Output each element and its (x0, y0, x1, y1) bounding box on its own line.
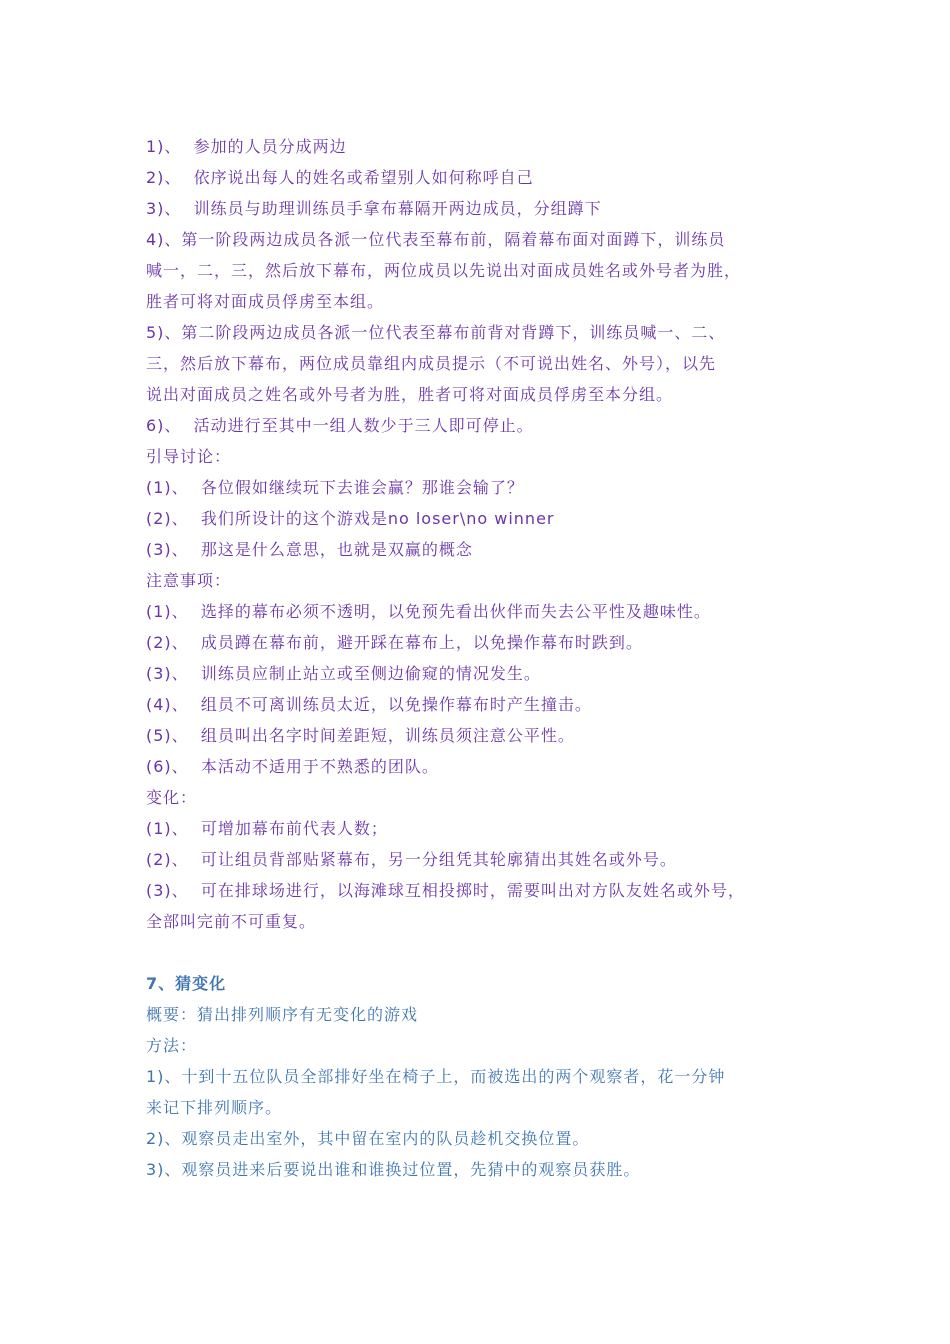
step-line: 喊一，二，三，然后放下幕布，两位成员以先说出对面成员姓名或外号者为胜， (146, 261, 742, 280)
step-line: 胜者可将对面成员俘虏至本组。 (146, 292, 385, 311)
variation-item: (3)、 可在排球场进行，以海滩球互相投掷时，需要叫出对方队友姓名或外号， (146, 881, 745, 900)
note-item: (5)、 组员叫出名字时间差距短，训练员须注意公平性。 (146, 726, 575, 745)
method-step: 来记下排列顺序。 (146, 1098, 283, 1117)
step-line: 3)、 训练员与助理训练员手拿布幕隔开两边成员，分组蹲下 (146, 199, 602, 218)
step-line: 4)、第一阶段两边成员各派一位代表至幕布前，隔着幕布面对面蹲下，训练员 (146, 230, 726, 249)
section-heading: 7、猜变化 (146, 974, 227, 993)
section-screen-name-game (146, 131, 814, 937)
note-item: (2)、 成员蹲在幕布前，避开踩在幕布上，以免操作幕布时跌到。 (146, 633, 643, 652)
discussion-title: 引导讨论： (146, 447, 232, 466)
variations-title: 变化： (146, 788, 198, 807)
variation-item: 全部叫完前不可重复。 (146, 912, 317, 931)
step-line: 6)、 活动进行至其中一组人数少于三人即可停止。 (146, 416, 534, 435)
variation-item: (2)、 可让组员背部贴紧幕布，另一分组凭其轮廓猜出其姓名或外号。 (146, 850, 677, 869)
method-step: 3)、观察员进来后要说出谁和谁换过位置，先猜中的观察员获胜。 (146, 1160, 641, 1179)
note-item: (6)、 本活动不适用于不熟悉的团队。 (146, 757, 439, 776)
summary-line: 概要：猜出排列顺序有无变化的游戏 (146, 1005, 419, 1024)
step-line: 1)、 参加的人员分成两边 (146, 137, 347, 156)
step-line: 三，然后放下幕布，两位成员靠组内成员提示（不可说出姓名、外号），以先 (146, 354, 717, 373)
method-title: 方法： (146, 1036, 198, 1055)
step-line: 2)、 依序说出每人的姓名或希望别人如何称呼自己 (146, 168, 534, 187)
section-guess-change-game (146, 968, 814, 1185)
section-spacer (146, 937, 814, 968)
note-item: (1)、 选择的幕布必须不透明，以免预先看出伙伴而失去公平性及趣味性。 (146, 602, 711, 621)
step-line: 说出对面成员之姓名或外号者为胜，胜者可将对面成员俘虏至本分组。 (146, 385, 674, 404)
discussion-item: (1)、 各位假如继续玩下去谁会赢？那谁会输了？ (146, 478, 524, 497)
note-item: (4)、 组员不可离训练员太近，以免操作幕布时产生撞击。 (146, 695, 592, 714)
document-body (146, 131, 814, 1185)
method-step: 1)、十到十五位队员全部排好坐在椅子上，而被选出的两个观察者，花一分钟 (146, 1067, 726, 1086)
discussion-item: (2)、 我们所设计的这个游戏是no loser\no winner (146, 509, 555, 528)
note-item: (3)、 训练员应制止站立或至侧边偷窥的情况发生。 (146, 664, 541, 683)
method-step: 2)、观察员走出室外，其中留在室内的队员趁机交换位置。 (146, 1129, 590, 1148)
notes-title: 注意事项： (146, 571, 232, 590)
step-line: 5)、第二阶段两边成员各派一位代表至幕布前背对背蹲下，训练员喊一、二、 (146, 323, 726, 342)
variation-item: (1)、 可增加幕布前代表人数； (146, 819, 388, 838)
discussion-item: (3)、 那这是什么意思，也就是双赢的概念 (146, 540, 473, 559)
